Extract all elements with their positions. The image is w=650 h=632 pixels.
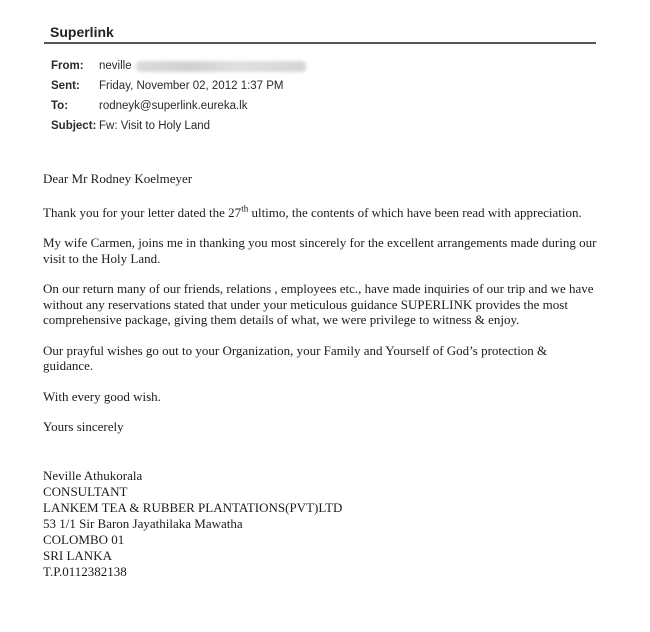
signature-country: SRI LANKA	[43, 547, 112, 563]
paragraph-2: My wife Carmen, joins me in thanking you most sincerely for the excellent arrangements made during our visit to the Holy Land.	[43, 235, 597, 266]
header-title: Superlink	[50, 24, 114, 40]
subject-row	[51, 116, 306, 136]
signature-block	[43, 468, 598, 580]
signature-phone: T.P.0112382138	[43, 563, 127, 579]
to-row	[51, 96, 306, 116]
email-meta	[51, 56, 306, 136]
ordinal-superscript: th	[241, 203, 249, 214]
subject-label: Subject:	[51, 120, 97, 132]
header-divider	[44, 42, 596, 44]
closing: Yours sincerely	[43, 419, 124, 434]
paragraph-5: With every good wish.	[43, 388, 161, 404]
from-row	[51, 56, 306, 76]
to-value: rodneyk@superlink.eureka.lk	[99, 100, 248, 112]
letter-body	[43, 171, 598, 580]
from-value: neville	[99, 60, 132, 72]
sent-row	[51, 76, 306, 96]
paragraph-1-start: Thank you for your letter dated the 27	[43, 204, 242, 220]
paragraph-3: On our return many of our friends, relations , employees etc., have made inquiries of our trip and we have without any reservations stated that under your meticulous guidance SUPERLINK provides the most comprehensive package, giving them details of what, we were privilege to witness & enjoy.	[43, 281, 594, 327]
signature-title: CONSULTANT	[43, 483, 128, 499]
sent-label: Sent:	[51, 80, 80, 92]
subject-value: Fw: Visit to Holy Land	[99, 120, 211, 132]
from-label: From:	[51, 60, 84, 72]
paragraph-1-end: ultimo, the contents of which have been read with appreciation.	[248, 204, 582, 220]
signature-city: COLOMBO 01	[43, 531, 125, 547]
salutation: Dear Mr Rodney Koelmeyer	[43, 171, 193, 186]
signature-name: Neville Athukorala	[43, 467, 143, 483]
signature-company: LANKEM TEA & RUBBER PLANTATIONS(PVT)LTD	[43, 499, 343, 515]
sent-value: Friday, November 02, 2012 1:37 PM	[99, 80, 284, 92]
redacted-email	[136, 61, 306, 72]
paragraph-1	[43, 205, 598, 221]
paragraph-4: Our prayful wishes go out to your Organization, your Family and Yourself of God’s protection & guidance.	[43, 342, 548, 373]
signature-street: 53 1/1 Sir Baron Jayathilaka Mawatha	[43, 515, 243, 531]
to-label: To:	[51, 100, 69, 112]
